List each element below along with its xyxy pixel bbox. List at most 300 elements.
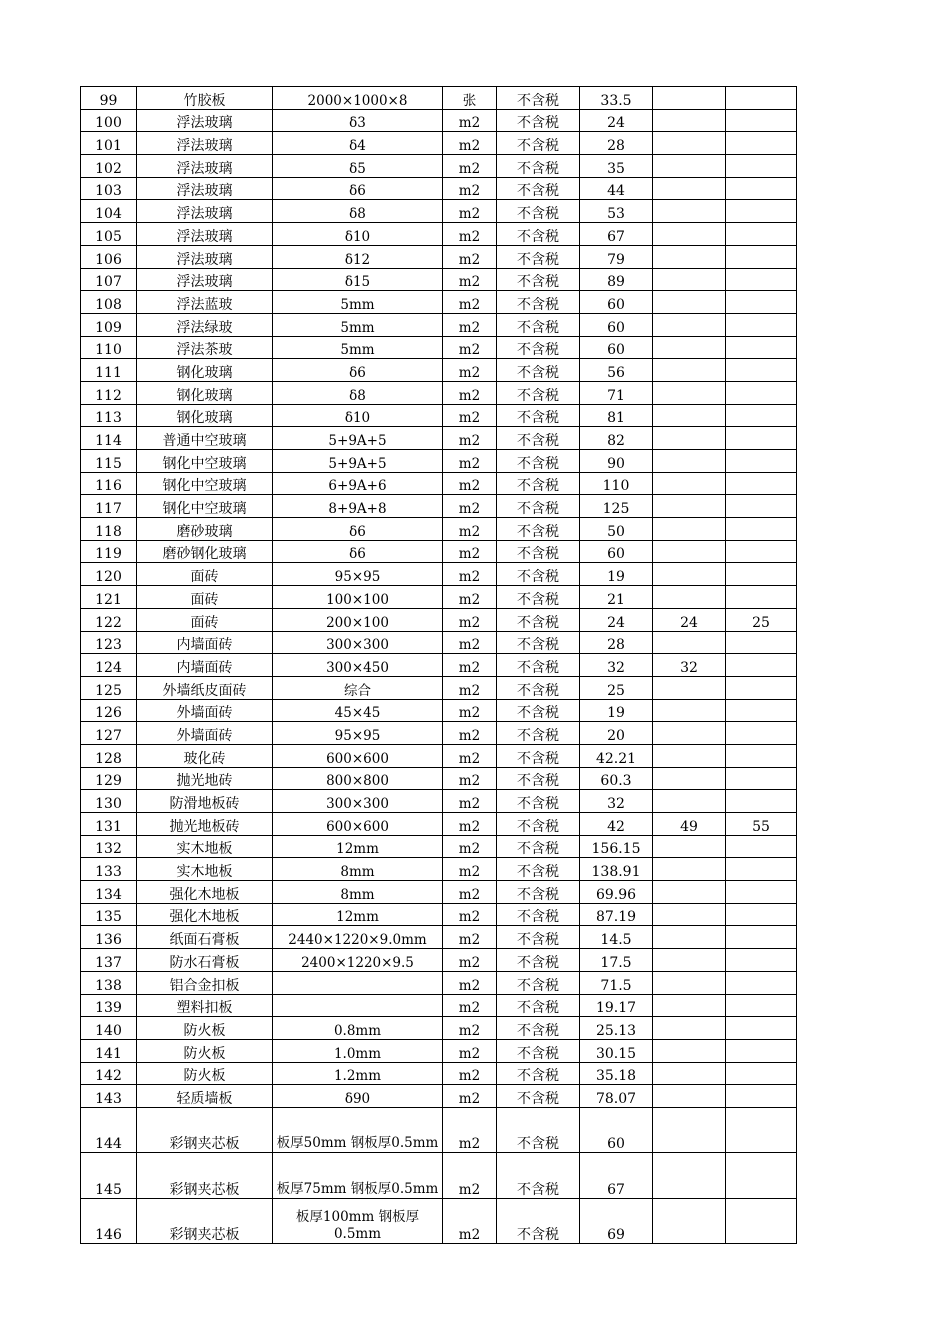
material-name-cell: 彩钢夹芯板 — [137, 1107, 273, 1152]
price-cell: 87.19 — [580, 903, 653, 926]
price-3-cell — [726, 132, 797, 155]
row-number-cell: 133 — [81, 858, 137, 881]
spec-cell: 300×300 — [273, 790, 443, 813]
price-2-cell: 32 — [653, 654, 726, 677]
row-number-cell: 129 — [81, 767, 137, 790]
spec-cell: δ90 — [273, 1085, 443, 1108]
table-row — [81, 132, 797, 155]
row-number-cell: 132 — [81, 835, 137, 858]
price-cell: 42 — [580, 813, 653, 836]
row-number-cell: 119 — [81, 540, 137, 563]
tax-status-cell: 不含税 — [497, 177, 580, 200]
tax-status-cell: 不含税 — [497, 87, 580, 110]
price-cell: 32 — [580, 790, 653, 813]
price-2-cell — [653, 223, 726, 246]
price-table-body — [81, 87, 797, 1244]
spec-cell: 6+9A+6 — [273, 472, 443, 495]
price-cell: 60 — [580, 1107, 653, 1152]
tax-status-cell: 不含税 — [497, 631, 580, 654]
price-2-cell — [653, 722, 726, 745]
tax-status-cell: 不含税 — [497, 472, 580, 495]
price-3-cell — [726, 109, 797, 132]
price-cell: 30.15 — [580, 1039, 653, 1062]
unit-cell: m2 — [443, 699, 497, 722]
table-row — [81, 313, 797, 336]
unit-cell: m2 — [443, 155, 497, 178]
tax-status-cell: 不含税 — [497, 858, 580, 881]
unit-cell: m2 — [443, 245, 497, 268]
row-number-cell: 104 — [81, 200, 137, 223]
tax-status-cell: 不含税 — [497, 654, 580, 677]
price-cell: 21 — [580, 586, 653, 609]
price-3-cell — [726, 291, 797, 314]
unit-cell: m2 — [443, 790, 497, 813]
price-cell: 33.5 — [580, 87, 653, 110]
row-number-cell: 131 — [81, 813, 137, 836]
row-number-cell: 118 — [81, 518, 137, 541]
table-row — [81, 563, 797, 586]
unit-cell: m2 — [443, 608, 497, 631]
price-cell: 60 — [580, 313, 653, 336]
price-cell: 19 — [580, 699, 653, 722]
unit-cell: m2 — [443, 1085, 497, 1108]
price-2-cell — [653, 109, 726, 132]
unit-cell: m2 — [443, 835, 497, 858]
material-name-cell: 钢化玻璃 — [137, 359, 273, 382]
unit-cell: m2 — [443, 132, 497, 155]
price-2-cell — [653, 1153, 726, 1198]
table-row — [81, 245, 797, 268]
price-2-cell — [653, 336, 726, 359]
table-row — [81, 109, 797, 132]
price-cell: 67 — [580, 223, 653, 246]
table-row — [81, 858, 797, 881]
price-2-cell — [653, 404, 726, 427]
tax-status-cell: 不含税 — [497, 699, 580, 722]
unit-cell: m2 — [443, 268, 497, 291]
unit-cell: m2 — [443, 450, 497, 473]
material-name-cell: 内墙面砖 — [137, 631, 273, 654]
material-name-cell: 钢化中空玻璃 — [137, 450, 273, 473]
material-name-cell: 抛光地砖 — [137, 767, 273, 790]
spec-cell: 300×450 — [273, 654, 443, 677]
price-cell: 71.5 — [580, 971, 653, 994]
spec-cell: 0.8mm — [273, 1017, 443, 1040]
table-row — [81, 1039, 797, 1062]
price-3-cell — [726, 518, 797, 541]
unit-cell: m2 — [443, 949, 497, 972]
price-cell: 56 — [580, 359, 653, 382]
price-2-cell: 24 — [653, 608, 726, 631]
unit-cell: m2 — [443, 881, 497, 904]
price-cell: 110 — [580, 472, 653, 495]
price-2-cell — [653, 359, 726, 382]
spec-cell: 板厚100mm 钢板厚0.5mm — [273, 1198, 443, 1243]
material-name-cell: 强化木地板 — [137, 881, 273, 904]
table-row — [81, 586, 797, 609]
tax-status-cell: 不含税 — [497, 1062, 580, 1085]
tax-status-cell: 不含税 — [497, 1039, 580, 1062]
price-cell: 35 — [580, 155, 653, 178]
material-name-cell: 面砖 — [137, 586, 273, 609]
table-row — [81, 767, 797, 790]
tax-status-cell: 不含税 — [497, 835, 580, 858]
material-name-cell: 浮法玻璃 — [137, 132, 273, 155]
table-row — [81, 1017, 797, 1040]
price-2-cell — [653, 881, 726, 904]
spec-cell: 8mm — [273, 881, 443, 904]
spec-cell: 300×300 — [273, 631, 443, 654]
spec-cell — [273, 994, 443, 1017]
price-cell: 82 — [580, 427, 653, 450]
price-2-cell — [653, 1062, 726, 1085]
row-number-cell: 110 — [81, 336, 137, 359]
row-number-cell: 134 — [81, 881, 137, 904]
material-name-cell: 磨砂玻璃 — [137, 518, 273, 541]
tax-status-cell: 不含税 — [497, 994, 580, 1017]
spec-cell: δ6 — [273, 359, 443, 382]
table-row — [81, 87, 797, 110]
tax-status-cell: 不含税 — [497, 359, 580, 382]
material-name-cell: 磨砂钢化玻璃 — [137, 540, 273, 563]
price-cell: 28 — [580, 631, 653, 654]
tax-status-cell: 不含税 — [497, 155, 580, 178]
price-cell: 60 — [580, 291, 653, 314]
price-2-cell — [653, 926, 726, 949]
price-2-cell — [653, 971, 726, 994]
table-row — [81, 608, 797, 631]
unit-cell: m2 — [443, 109, 497, 132]
material-name-cell: 内墙面砖 — [137, 654, 273, 677]
table-row — [81, 291, 797, 314]
spec-cell: δ8 — [273, 200, 443, 223]
material-name-cell: 纸面石膏板 — [137, 926, 273, 949]
material-name-cell: 防滑地板砖 — [137, 790, 273, 813]
price-2-cell — [653, 1198, 726, 1243]
table-row — [81, 699, 797, 722]
unit-cell: m2 — [443, 1153, 497, 1198]
table-row — [81, 381, 797, 404]
row-number-cell: 124 — [81, 654, 137, 677]
price-cell: 79 — [580, 245, 653, 268]
row-number-cell: 107 — [81, 268, 137, 291]
material-name-cell: 实木地板 — [137, 858, 273, 881]
table-row — [81, 1153, 797, 1198]
unit-cell: m2 — [443, 495, 497, 518]
table-row — [81, 971, 797, 994]
row-number-cell: 141 — [81, 1039, 137, 1062]
price-3-cell — [726, 1107, 797, 1152]
table-row — [81, 268, 797, 291]
row-number-cell: 138 — [81, 971, 137, 994]
tax-status-cell: 不含税 — [497, 1153, 580, 1198]
row-number-cell: 114 — [81, 427, 137, 450]
tax-status-cell: 不含税 — [497, 109, 580, 132]
price-3-cell — [726, 699, 797, 722]
unit-cell: m2 — [443, 518, 497, 541]
price-2-cell — [653, 1039, 726, 1062]
tax-status-cell: 不含税 — [497, 427, 580, 450]
price-cell: 25 — [580, 676, 653, 699]
price-2-cell — [653, 1017, 726, 1040]
spec-cell: δ12 — [273, 245, 443, 268]
price-cell: 81 — [580, 404, 653, 427]
spec-cell: 800×800 — [273, 767, 443, 790]
price-cell: 156.15 — [580, 835, 653, 858]
spec-cell: 2440×1220×9.0mm — [273, 926, 443, 949]
table-row — [81, 427, 797, 450]
row-number-cell: 145 — [81, 1153, 137, 1198]
price-2-cell — [653, 994, 726, 1017]
unit-cell: m2 — [443, 631, 497, 654]
price-3-cell — [726, 676, 797, 699]
tax-status-cell: 不含税 — [497, 971, 580, 994]
row-number-cell: 121 — [81, 586, 137, 609]
unit-cell: m2 — [443, 472, 497, 495]
spec-cell: δ6 — [273, 540, 443, 563]
material-name-cell: 钢化玻璃 — [137, 404, 273, 427]
material-name-cell: 钢化中空玻璃 — [137, 495, 273, 518]
price-2-cell — [653, 1107, 726, 1152]
price-3-cell — [726, 359, 797, 382]
price-3-cell — [726, 427, 797, 450]
tax-status-cell: 不含税 — [497, 813, 580, 836]
table-row — [81, 654, 797, 677]
price-cell: 89 — [580, 268, 653, 291]
tax-status-cell: 不含税 — [497, 608, 580, 631]
price-3-cell — [726, 472, 797, 495]
table-row — [81, 631, 797, 654]
tax-status-cell: 不含税 — [497, 563, 580, 586]
table-row — [81, 450, 797, 473]
tax-status-cell: 不含税 — [497, 676, 580, 699]
table-row — [81, 200, 797, 223]
price-3-cell — [726, 858, 797, 881]
row-number-cell: 126 — [81, 699, 137, 722]
spec-cell: 600×600 — [273, 744, 443, 767]
material-name-cell: 防水石膏板 — [137, 949, 273, 972]
tax-status-cell: 不含税 — [497, 223, 580, 246]
unit-cell: m2 — [443, 1198, 497, 1243]
unit-cell: m2 — [443, 926, 497, 949]
table-row — [81, 790, 797, 813]
tax-status-cell: 不含税 — [497, 495, 580, 518]
row-number-cell: 113 — [81, 404, 137, 427]
price-cell: 32 — [580, 654, 653, 677]
spec-cell: 综合 — [273, 676, 443, 699]
price-cell: 69 — [580, 1198, 653, 1243]
price-3-cell — [726, 1062, 797, 1085]
price-3-cell — [726, 631, 797, 654]
row-number-cell: 108 — [81, 291, 137, 314]
unit-cell: m2 — [443, 767, 497, 790]
material-name-cell: 钢化玻璃 — [137, 381, 273, 404]
spec-cell: δ4 — [273, 132, 443, 155]
table-row — [81, 495, 797, 518]
price-3-cell — [726, 722, 797, 745]
tax-status-cell: 不含税 — [497, 1085, 580, 1108]
price-3-cell — [726, 495, 797, 518]
tax-status-cell: 不含税 — [497, 881, 580, 904]
price-2-cell — [653, 472, 726, 495]
material-name-cell: 彩钢夹芯板 — [137, 1153, 273, 1198]
unit-cell: m2 — [443, 654, 497, 677]
spec-cell: 95×95 — [273, 563, 443, 586]
price-cell: 60 — [580, 336, 653, 359]
price-3-cell — [726, 1017, 797, 1040]
price-3-cell — [726, 881, 797, 904]
price-3-cell — [726, 971, 797, 994]
price-2-cell — [653, 949, 726, 972]
price-3-cell — [726, 381, 797, 404]
price-3-cell — [726, 336, 797, 359]
unit-cell: m2 — [443, 813, 497, 836]
price-cell: 69.96 — [580, 881, 653, 904]
price-3-cell — [726, 404, 797, 427]
price-3-cell — [726, 654, 797, 677]
unit-cell: m2 — [443, 313, 497, 336]
row-number-cell: 115 — [81, 450, 137, 473]
unit-cell: 张 — [443, 87, 497, 110]
price-cell: 19.17 — [580, 994, 653, 1017]
price-2-cell — [653, 767, 726, 790]
row-number-cell: 100 — [81, 109, 137, 132]
unit-cell: m2 — [443, 540, 497, 563]
material-name-cell: 防火板 — [137, 1039, 273, 1062]
material-name-cell: 浮法玻璃 — [137, 177, 273, 200]
material-name-cell: 玻化砖 — [137, 744, 273, 767]
price-3-cell — [726, 903, 797, 926]
table-row — [81, 949, 797, 972]
material-name-cell: 抛光地板砖 — [137, 813, 273, 836]
material-name-cell: 塑料扣板 — [137, 994, 273, 1017]
row-number-cell: 140 — [81, 1017, 137, 1040]
row-number-cell: 122 — [81, 608, 137, 631]
price-2-cell — [653, 631, 726, 654]
price-2-cell — [653, 313, 726, 336]
spec-cell: 板厚50mm 钢板厚0.5mm — [273, 1107, 443, 1152]
tax-status-cell: 不含税 — [497, 903, 580, 926]
row-number-cell: 117 — [81, 495, 137, 518]
price-2-cell — [653, 790, 726, 813]
spec-cell: 5+9A+5 — [273, 427, 443, 450]
price-cell: 125 — [580, 495, 653, 518]
price-2-cell — [653, 699, 726, 722]
unit-cell: m2 — [443, 1039, 497, 1062]
row-number-cell: 112 — [81, 381, 137, 404]
spec-cell: δ10 — [273, 223, 443, 246]
price-cell: 35.18 — [580, 1062, 653, 1085]
price-cell: 44 — [580, 177, 653, 200]
unit-cell: m2 — [443, 858, 497, 881]
unit-cell: m2 — [443, 223, 497, 246]
tax-status-cell: 不含税 — [497, 404, 580, 427]
price-cell: 25.13 — [580, 1017, 653, 1040]
price-3-cell — [726, 245, 797, 268]
row-number-cell: 146 — [81, 1198, 137, 1243]
price-3-cell — [726, 949, 797, 972]
tax-status-cell: 不含税 — [497, 381, 580, 404]
table-row — [81, 359, 797, 382]
table-row — [81, 903, 797, 926]
spec-cell: 板厚75mm 钢板厚0.5mm — [273, 1153, 443, 1198]
price-3-cell — [726, 313, 797, 336]
material-name-cell: 竹胶板 — [137, 87, 273, 110]
material-name-cell: 浮法玻璃 — [137, 109, 273, 132]
unit-cell: m2 — [443, 676, 497, 699]
price-3-cell — [726, 87, 797, 110]
price-2-cell — [653, 586, 726, 609]
price-3-cell — [726, 268, 797, 291]
table-row — [81, 676, 797, 699]
material-name-cell: 钢化中空玻璃 — [137, 472, 273, 495]
material-name-cell: 防火板 — [137, 1062, 273, 1085]
price-2-cell — [653, 495, 726, 518]
price-3-cell — [726, 1198, 797, 1243]
price-2-cell — [653, 540, 726, 563]
row-number-cell: 142 — [81, 1062, 137, 1085]
price-2-cell — [653, 291, 726, 314]
table-row — [81, 472, 797, 495]
price-2-cell — [653, 903, 726, 926]
tax-status-cell: 不含税 — [497, 949, 580, 972]
price-3-cell — [726, 586, 797, 609]
table-row — [81, 835, 797, 858]
spec-cell — [273, 971, 443, 994]
spec-cell: δ8 — [273, 381, 443, 404]
table-row — [81, 540, 797, 563]
spec-cell: 95×95 — [273, 722, 443, 745]
spec-cell: 12mm — [273, 835, 443, 858]
table-row — [81, 813, 797, 836]
row-number-cell: 109 — [81, 313, 137, 336]
unit-cell: m2 — [443, 722, 497, 745]
table-row — [81, 1198, 797, 1243]
spec-cell: 600×600 — [273, 813, 443, 836]
price-2-cell — [653, 155, 726, 178]
price-3-cell — [726, 200, 797, 223]
unit-cell: m2 — [443, 200, 497, 223]
tax-status-cell: 不含税 — [497, 132, 580, 155]
price-3-cell — [726, 767, 797, 790]
price-cell: 17.5 — [580, 949, 653, 972]
spec-cell: 1.2mm — [273, 1062, 443, 1085]
row-number-cell: 139 — [81, 994, 137, 1017]
material-name-cell: 浮法茶玻 — [137, 336, 273, 359]
row-number-cell: 120 — [81, 563, 137, 586]
price-2-cell — [653, 381, 726, 404]
tax-status-cell: 不含税 — [497, 1107, 580, 1152]
tax-status-cell: 不含税 — [497, 722, 580, 745]
unit-cell: m2 — [443, 903, 497, 926]
price-2-cell — [653, 744, 726, 767]
spec-cell: 5mm — [273, 336, 443, 359]
material-name-cell: 铝合金扣板 — [137, 971, 273, 994]
price-3-cell — [726, 540, 797, 563]
price-3-cell — [726, 1039, 797, 1062]
price-2-cell — [653, 427, 726, 450]
spec-cell: δ6 — [273, 177, 443, 200]
material-name-cell: 外墙纸皮面砖 — [137, 676, 273, 699]
price-3-cell — [726, 744, 797, 767]
spec-cell: 2000×1000×8 — [273, 87, 443, 110]
row-number-cell: 143 — [81, 1085, 137, 1108]
tax-status-cell: 不含税 — [497, 586, 580, 609]
table-row — [81, 518, 797, 541]
price-3-cell — [726, 1153, 797, 1198]
tax-status-cell: 不含税 — [497, 744, 580, 767]
unit-cell: m2 — [443, 744, 497, 767]
